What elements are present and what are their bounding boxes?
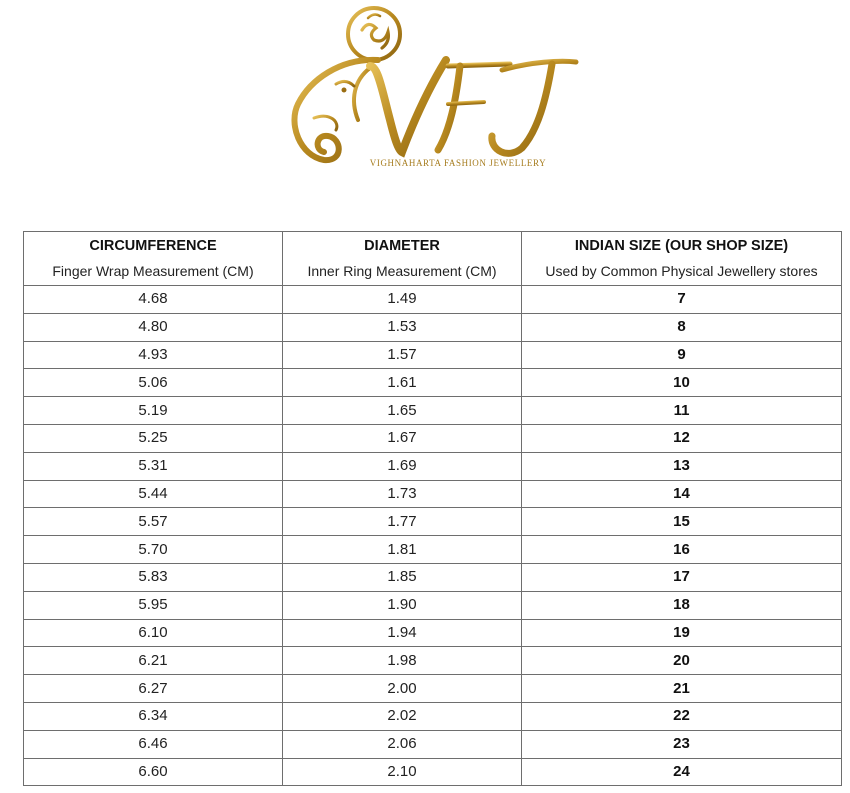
circumference-cell: 5.57	[24, 508, 283, 536]
size-cell: 20	[522, 647, 842, 675]
table-row	[24, 369, 842, 397]
table-row	[24, 480, 842, 508]
size-cell: 15	[522, 508, 842, 536]
circumference-cell: 6.27	[24, 675, 283, 703]
header-subtitle: Used by Common Physical Jewellery stores	[545, 263, 818, 279]
ganesha-logo-icon	[270, 0, 590, 180]
diameter-cell: 2.02	[283, 702, 522, 730]
header-subtitle: Inner Ring Measurement (CM)	[307, 263, 497, 279]
table-row	[24, 286, 842, 314]
header-subtitle: Finger Wrap Measurement (CM)	[52, 263, 254, 279]
size-cell: 13	[522, 452, 842, 480]
diameter-cell: 2.00	[283, 675, 522, 703]
table-row	[24, 424, 842, 452]
size-cell: 22	[522, 702, 842, 730]
size-cell: 17	[522, 563, 842, 591]
circumference-cell: 4.93	[24, 341, 283, 369]
circumference-cell: 5.95	[24, 591, 283, 619]
diameter-cell: 2.10	[283, 758, 522, 786]
diameter-cell: 1.65	[283, 397, 522, 425]
size-cell: 23	[522, 730, 842, 758]
circumference-cell: 5.19	[24, 397, 283, 425]
table-header-row	[24, 232, 842, 286]
header-title: INDIAN SIZE (OUR SHOP SIZE)	[574, 238, 789, 254]
header-indian-size	[522, 232, 842, 286]
circumference-cell: 5.83	[24, 563, 283, 591]
ring-size-table	[23, 231, 842, 786]
diameter-cell: 1.94	[283, 619, 522, 647]
diameter-cell: 1.73	[283, 480, 522, 508]
circumference-cell: 5.31	[24, 452, 283, 480]
table-row	[24, 619, 842, 647]
circumference-cell: 4.68	[24, 286, 283, 314]
table-row	[24, 730, 842, 758]
size-cell: 9	[522, 341, 842, 369]
table-row	[24, 563, 842, 591]
size-cell: 18	[522, 591, 842, 619]
table-row	[24, 452, 842, 480]
size-cell: 14	[522, 480, 842, 508]
circumference-cell: 4.80	[24, 313, 283, 341]
size-cell: 19	[522, 619, 842, 647]
table-row	[24, 702, 842, 730]
size-cell: 12	[522, 424, 842, 452]
circumference-cell: 5.25	[24, 424, 283, 452]
table-row	[24, 508, 842, 536]
circumference-cell: 5.44	[24, 480, 283, 508]
diameter-cell: 1.98	[283, 647, 522, 675]
table-row	[24, 397, 842, 425]
circumference-cell: 6.34	[24, 702, 283, 730]
circumference-cell: 6.21	[24, 647, 283, 675]
diameter-cell: 1.90	[283, 591, 522, 619]
brand-logo	[270, 0, 590, 180]
size-cell: 24	[522, 758, 842, 786]
size-cell: 10	[522, 369, 842, 397]
diameter-cell: 1.85	[283, 563, 522, 591]
diameter-cell: 1.69	[283, 452, 522, 480]
header-title: CIRCUMFERENCE	[89, 238, 217, 254]
brand-name: VIGHNAHARTA FASHION JEWELLERY	[369, 158, 547, 168]
circumference-cell: 6.46	[24, 730, 283, 758]
header-title: DIAMETER	[364, 238, 440, 254]
table-row	[24, 758, 842, 786]
diameter-cell: 1.67	[283, 424, 522, 452]
header-circumference	[24, 232, 283, 286]
diameter-cell: 1.61	[283, 369, 522, 397]
size-cell: 16	[522, 536, 842, 564]
diameter-cell: 1.53	[283, 313, 522, 341]
table-row	[24, 675, 842, 703]
circumference-cell: 5.06	[24, 369, 283, 397]
size-cell: 7	[522, 286, 842, 314]
header-diameter	[283, 232, 522, 286]
diameter-cell: 1.77	[283, 508, 522, 536]
circumference-cell: 5.70	[24, 536, 283, 564]
table-row	[24, 536, 842, 564]
table-row	[24, 591, 842, 619]
circumference-cell: 6.10	[24, 619, 283, 647]
diameter-cell: 1.57	[283, 341, 522, 369]
diameter-cell: 1.49	[283, 286, 522, 314]
circumference-cell: 6.60	[24, 758, 283, 786]
table-row	[24, 647, 842, 675]
size-cell: 11	[522, 397, 842, 425]
diameter-cell: 2.06	[283, 730, 522, 758]
size-cell: 8	[522, 313, 842, 341]
table-row	[24, 341, 842, 369]
size-cell: 21	[522, 675, 842, 703]
diameter-cell: 1.81	[283, 536, 522, 564]
table-row	[24, 313, 842, 341]
